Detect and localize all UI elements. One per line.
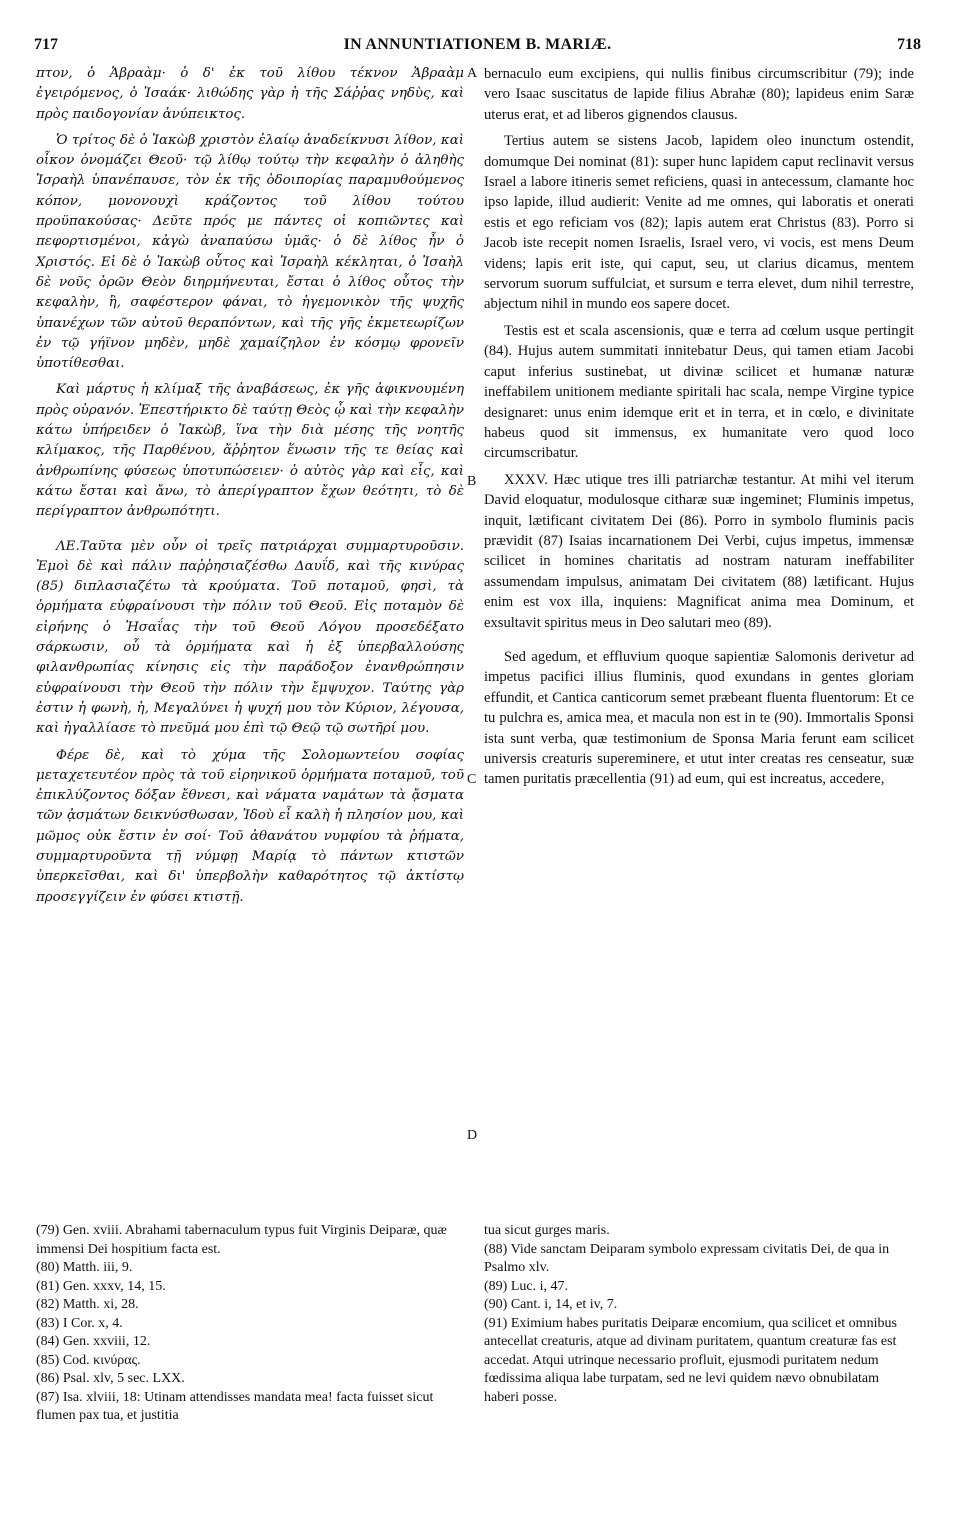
margin-letter-b: B [467,474,477,489]
margin-letter-a: A [467,66,478,81]
latin-column [484,64,914,796]
footnote: (87) Isa. xlviii, 18: Utinam attendisses mandata mea! facta fuisset sicut flumen pax tua, et justitia [36,1389,434,1423]
greek-column [36,64,464,914]
greek-paragraph: ΛΕ.Ταῦτα μὲν οὖν οἱ τρεῖς πατριάρχαι συμμαρτυροῦσιν. Ἐμοὶ δὲ καὶ πάλιν παῤῥησιαζέσθω Δαυΐδ, καὶ τῆς κινύρας (85) διπλασιαζέτω τὰ κρούματα. Τοῦ ποταμοῦ, φησὶ, τὰ ὁρμήματα εὐφραίνουσι τὴν πόλιν τοῦ Θεοῦ. Εἰς ποταμὸν δὲ εἰρήνης ὁ Ἡσαΐας τὴν τοῦ Θεοῦ Λόγου προσεδέξατο σάρκωσιν, οὗ τὰ ὁρμήματα καὶ ἡ ἐξ ὑπερβαλλούσης φιλανθρωπίας κίνησις εἰς τὴν παράδοξον ἐνανθρώπησιν εὐφραίνουσι τὴν Θεοῦ τὴν πόλιν τὴν ἔμψυχον. Ταύτης γὰρ ἐστιν ἡ φωνὴ, ἡ, Μεγαλύνει ἡ ψυχή μου τὸν Κύριον, λέγουσα, καὶ ἠγαλλίασε τὸ πνεῦμά μου ἐπὶ τῷ Θεῷ τῷ σωτῆρί μου. [36,538,464,737]
footnote: (88) Vide sanctam Deiparam symbolo expressam civitatis Dei, de qua in Psalmo xlv. [484,1241,890,1275]
latin-paragraph: Testis est et scala ascensionis, quæ e terra ad cœlum usque pertingit (84). Hujus autem summitati innitebatur Deus, qui tamen etiam Jacobi caput inferius sustinebat, ut divinæ scilicet et humanæ naturæ ineffabilem unitionem mediante spiritali hac scala, nempe Virgine typice designaret: unus enim idemque erit et in terra, et in cœlo, e divinitate habeus quod sit immensus, ex humanitate vero quod loco circumscribatur. [484,322,914,462]
footnote: (89) Luc. i, 47. [484,1278,568,1294]
footnote: (83) I Cor. x, 4. [36,1315,123,1331]
footnote: (90) Cant. i, 14, et iv, 7. [484,1297,618,1312]
greek-paragraph: Ὁ τρίτος δὲ ὁ Ἰακὼβ χριστὸν ἐλαίῳ ἀναδείκνυσι λίθον, καὶ οἶκον ὀνομάζει Θεοῦ· τῷ λίθῳ τούτῳ τὴν κεφαλὴν ὁ ἀληθὴς Ἰσραὴλ ὑπανέπαυσε, τὸν ἐκ τῆς ὁδοιπορίας παραμυθούμενος κόπον, μονονουχὶ κράζοντος τοῦ λίθου τούτου προϋπακούσας· Δεῦτε πρός με πάντες οἱ κοπιῶντες καὶ πεφορτισμένοι, κἀγὼ ἀναπαύσω ὑμᾶς· ὁ δὲ λίθος ἦν ὁ Χριστός. Εἰ δὲ ὁ Ἰακὼβ οὗτος καὶ Ἰσραὴλ κέκληται, ὁ Ἰσαὴλ δὲ νοῦς ὁρῶν Θεὸν διηρμήνευται, ἔσται ὁ λίθος οὗτος τὴν κεφαλὴν, ἢ, σαφέστερον φάναι, τὸ ἡγεμονικὸν τῆς ψυχῆς ὑπανέχων τῶν αὐτοῦ θεραπόντων, καὶ τῆς γῆς ἐκμετεωρίζων ἐν τῷ γήϊνον μηδὲν, μηδὲ χαμαίζηλον ἐν κόσμῳ φρονεῖν ὑποτίθεσθαι. [36,132,464,372]
footnote: (81) Gen. xxxv, 14, 15. [36,1278,166,1294]
latin-paragraph: Sed agedum, et effluvium quoque sapientiæ Salomonis derivetur ad impetus pacifici illius fluminis, quod exundans in gentes gloriam effundit, et Cantica canticorum semet præbeant fluenta fluentorum: Et ce tu pulchra es, amica mea, et macula non est in te (90). Immortalis Sponsi ista sunt verba, quæ testimonium de Sponsa Maria ferunt eam scilicet universis creaturis supereminere, et utut inter creatas res censeatur, suæ tamen puritatis præcellentia (91) ad eum, qui est increatus, accedere, [484,648,914,788]
footnote: (79) Gen. xviii. Abrahami tabernaculum typus fuit Virginis Deiparæ, quæ immensi Dei hospitium facta est. [36,1223,447,1257]
latin-paragraph: bernaculo eum excipiens, qui nullis finibus circumscribitur (79); inde vero Isaac suscitatus de lapide filius Abrahæ (80); lapideus enim Saræ uterus erat, et ad liberos gignendos clausus. [484,66,914,123]
left-page-number: 717 [34,36,58,53]
footnote: (86) Psal. xlv, 5 sec. LXX. [36,1371,185,1386]
running-header [34,36,921,58]
right-page-number: 718 [897,36,921,53]
footnote: (80) Matth. iii, 9. [36,1260,133,1275]
greek-paragraph: Καὶ μάρτυς ἡ κλίμαξ τῆς ἀναβάσεως, ἐκ γῆς ἀφικνουμένη πρὸς οὐρανόν. Ἐπεστήρικτο δὲ ταύτῃ Θεὸς ᾧ καὶ τὴν κεφαλὴν κάτω ὑπήρειδεν ὁ Ἰακὼβ, ἵνα τὴν διὰ μέσης τῆς νοητῆς κλίμακος, τῆς Παρθένου, ἄῤῥητον ἕνωσιν τῆς τε θείας καὶ ἀνθρωπίνης φύσεως ὑποτυπώσειεν· ὁ αὐτὸς γὰρ καὶ εἷς, καὶ κάτω ἔσται καὶ ἄνω, τὸ ἀπερίγραπτον ἔχων θεότητι, τὸ δὲ περίγραπτον ἀνθρωπότητι. [36,382,464,520]
footnotes-right [484,1222,914,1407]
latin-paragraph: Tertius autem se sistens Jacob, lapidem oleo inunctum ostendit, domumque Dei nominat (81): super hunc lapidem caput reclinavit versus Israel a labore itineris semet reficiens, quasi in antecessum, clamante hoc ipso lapide, illud audierit: Venite ad me omnes, qui laboratis et onerati estis et ego reficiam vos (82); lapis autem erat Christus (83). Porro si Jacob iste recepit nomen Israelis, Israel vero, vi vocis, est mens Deum videns; lapis erit iste, qui caput, seu, ut clarius dicamus, mentem servorum suorum suffulciat, et sursum e terra elevet, dum nihil terrestre, abjectum nihil in mundo eos sapere docet. [484,133,914,313]
running-title: IN ANNUNTIATIONEM B. MARIÆ. [343,36,612,53]
footnote: (84) Gen. xxviii, 12. [36,1334,151,1349]
margin-letter-c: C [467,772,477,787]
margin-letter-d: D [467,1128,478,1143]
footnote: (91) Eximium habes puritatis Deiparæ encomium, qua scilicet et omnibus antecellat creaturis, atque ad divinam puritatem, quantum creaturæ fas est accedat. Atqui utrinque necessario profluit, ejusmodi puritatem nedum fœdissima aliqua labe turpatam, sed ne levi quidem nævo obnubilatam haberi posse. [484,1315,897,1405]
footnote: tua sicut gurges maris. [484,1223,610,1238]
footnote: (85) Cod. κινύρας. [36,1352,141,1368]
footnotes-left [36,1222,464,1426]
greek-paragraph: πτον, ὁ Ἀβραὰμ· ὁ δ' ἐκ τοῦ λίθου τέκνον Ἀβραὰμ ἐγειρόμενος, ὁ Ἰσαάκ· λιθώδης γὰρ ἡ τῆς Σάῤῥας νηδὺς, καὶ πρὸς παιδογονίαν ἀνύπεικτος. [36,66,464,122]
footnote: (82) Matth. xi, 28. [36,1297,139,1312]
greek-paragraph: Φέρε δὲ, καὶ τὸ χύμα τῆς Σολομωντείου σοφίας μεταχετευτέον πρὸς τὰ τοῦ εἰρηνικοῦ ὁρμήματα ποταμοῦ, τοῦ ἐπικλύζοντος δόξαν ἔθνεσι, καὶ νάματα ναμάτων τὰ ᾄσματα τῶν ᾀσμάτων δεικνύσθωσαν, Ἰδοὺ εἶ καλὴ ἡ πλησίον μου, καὶ μῶμος οὐκ ἔστιν ἐν σοί· Τοῦ ἀθανάτου νυμφίου τὰ ῥήματα, συμμαρτυροῦντα τῇ νύμφῃ Μαρίᾳ τὸ πάντων κτιστῶν ὑπερκεῖσθαι, καὶ δι' ὑπερβολὴν καθαρότητος τῷ ἀκτίστῳ προσεγγίζειν ἐν φύσει κτιστῇ. [36,747,464,905]
latin-paragraph: XXXV. Hæc utique tres illi patriarchæ testantur. At mihi vel iterum David eloquatur, modulosque citharæ suæ ingeminet; Fluminis impetus, inquit, lætificant civitatem Dei (86). Porro in symbolo fluminis pacis prævidit (87) Isaias incarnationem Dei Verbi, cujus impetus, immensæ scilicet in homines charitatis ad nostram naturam ineffabiliter assumendam impulsus, animatam Dei civitatem (88) lætificant. Hujus enim est vox illa, inquiens: Magnificat anima mea Dominum, et exsultavit spiritus meus in Deo salutari meo (89). [484,471,914,631]
